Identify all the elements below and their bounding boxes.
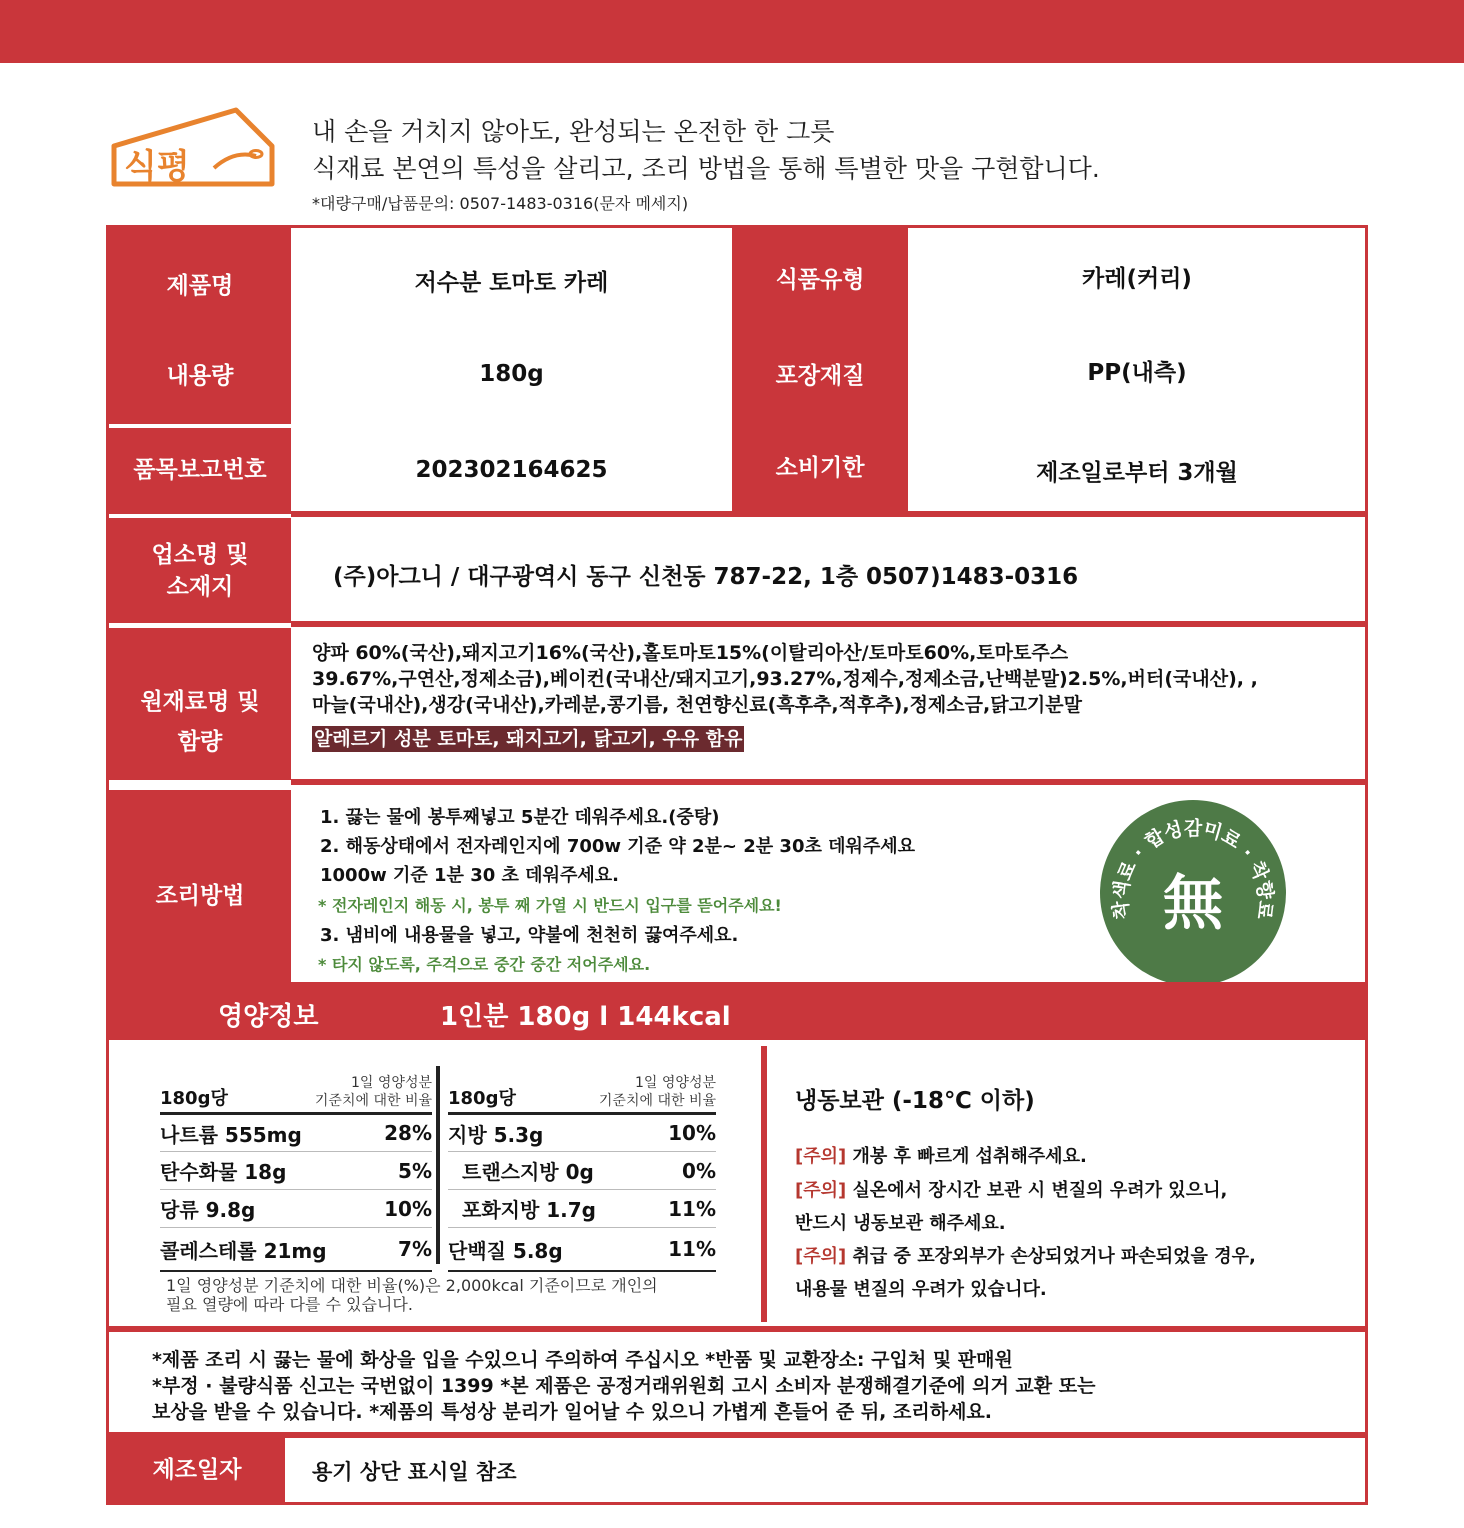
volume-value: 180g: [479, 361, 544, 387]
nutrition-table-right: 180g당 1일 영양성분 기준치에 대한 비율 지방 5.3g 10% 트랜스지방 0g 0% 포화지방 1.7g 11% 단백질 5.8g 11%: [448, 1066, 716, 1272]
nutrition-footnote: 1일 영양성분 기준치에 대한 비율(%)은 2,000kcal 기준이므로 개인의 필요 열량에 따라 다를 수 있습니다.: [166, 1276, 658, 1314]
nutrient-row: 포화지방 1.7g 11%: [462, 1196, 716, 1222]
slogan-line2: 식재료 본연의 특성을 살리고, 조리 방법을 통해 특별한 맛을 구현합니다.: [312, 154, 1100, 183]
product-name-value: 저수분 토마토 카레: [414, 269, 609, 296]
nutrition-serving: 1인분 180g l 144kcal: [440, 1002, 731, 1032]
ingredients-list: 양파 60%(국산),돼지고기16%(국산),홀토마토15%(이탈리아산/토마토60%,토마토주스 39.67%,구연산,정제소금),베이컨(국내산/돼지고기,93.27%,정제수,정제소금,난백분말)2.5%,버터(국내산), , 마늘(국내산),생강(국내산),카레분,콩기름, 천연향신료(흑후추,적후추),정제소금,닭고기분말: [312, 642, 1258, 716]
report-number-label: 품목보고번호: [133, 457, 267, 483]
brand-logo: [106, 104, 278, 194]
storage-caution-2b: 반드시 냉동보관 해주세요.: [795, 1213, 1006, 1234]
cooking-note-1: * 전자레인지 해동 시, 봉투 째 가열 시 반드시 입구를 뜯어주세요!: [318, 896, 782, 915]
volume-label: 내용량: [166, 363, 234, 389]
manufacture-date-label: 제조일자: [152, 1457, 242, 1483]
package-value: PP(내측): [1087, 359, 1187, 386]
footer-line-2: *부정 · 불량식품 신고는 국번없이 1399 *본 제품은 공정거래위원회 고시 소비자 분쟁해결기준에 의거 교환 또는: [152, 1375, 1096, 1397]
company-value: (주)아그니 / 대구광역시 동구 신천동 787-22, 1층 0507)1483-0316: [333, 564, 1079, 590]
storage-caution-2: [주의] 실온에서 장시간 보관 시 변질의 우려가 있으니,: [795, 1180, 1228, 1201]
nutrition-table-left: 180g당 1일 영양성분 기준치에 대한 비율 나트륨 555mg 28% 탄수화물 18g 5% 당류 9.8g 10% 콜레스테롤 21mg 7%: [160, 1066, 432, 1272]
footer-line-1: *제품 조리 시 끓는 물에 화상을 입을 수있으니 주의하여 주십시오 *반품 및 교환장소: 구입처 및 판매원: [152, 1349, 1013, 1371]
nutrient-row: 탄수화물 18g 5%: [160, 1158, 432, 1184]
nutrition-label: 영양정보: [218, 1002, 319, 1032]
nutrient-row: 당류 9.8g 10%: [160, 1196, 432, 1222]
footer-line-3: 보상을 받을 수 있습니다. *제품의 특성상 분리가 일어날 수 있으니 가볍게 흔들어 준 뒤, 조리하세요.: [152, 1401, 993, 1423]
cooking-step-3: 3. 냄비에 내용물을 넣고, 약불에 천천히 끓여주세요.: [320, 925, 739, 946]
expiry-value: 제조일로부터 3개월: [1036, 459, 1238, 486]
cooking-note-2: * 타지 않도록, 주걱으로 중간 중간 저어주세요.: [318, 955, 651, 974]
ingredients-label: 원재료명 및 함량: [140, 689, 260, 755]
report-number-value: 202302164625: [415, 457, 608, 483]
nutrient-row: 트랜스지방 0g 0%: [462, 1158, 716, 1184]
top-banner: [0, 0, 1464, 63]
cooking-step-2b: 1000w 기준 1분 30 초 데워주세요.: [320, 865, 619, 886]
no-additive-badge: [1100, 800, 1286, 986]
food-type-value: 카레(커리): [1082, 265, 1192, 292]
product-name-label: 제품명: [166, 273, 234, 299]
cooking-label: 조리방법: [155, 883, 245, 909]
slogan-line1: 내 손을 거치지 않아도, 완성되는 온전한 한 그릇: [312, 117, 835, 146]
package-label: 포장재질: [775, 363, 865, 389]
nutrient-row: 지방 5.3g 10%: [448, 1121, 716, 1147]
food-type-label: 식품유형: [775, 267, 865, 293]
storage-caution-3: [주의] 취급 중 포장외부가 손상되었거나 파손되었을 경우,: [795, 1246, 1256, 1267]
storage-title: 냉동보관 (-18℃ 이하): [795, 1088, 1035, 1114]
nutrient-row: 단백질 5.8g 11%: [448, 1237, 716, 1263]
per-serving-label-right: 180g당: [448, 1088, 516, 1109]
logo-text: 식평: [124, 147, 190, 187]
manufacture-date-value: 용기 상단 표시일 참조: [312, 1460, 517, 1484]
company-label: 업소명 및 소재지: [151, 542, 249, 600]
cooking-step-2: 2. 해동상태에서 전자레인지에 700w 기준 약 2분~ 2분 30초 데워주세요: [320, 836, 916, 857]
svg-text:착색료 · 합성감미료 · 착향료: 착색료 · 합성감미료 · 착향료: [1109, 817, 1277, 921]
nutrient-row: 나트륨 555mg 28%: [160, 1121, 432, 1147]
expiry-label: 소비기한: [775, 455, 865, 481]
allergen-info: 알레르기 성분 토마토, 돼지고기, 닭고기, 우유 함유: [314, 728, 743, 750]
badge-center: 無: [1163, 869, 1223, 939]
storage-caution-3b: 내용물 변질의 우려가 있습니다.: [795, 1279, 1047, 1300]
per-serving-label: 180g당: [160, 1088, 228, 1109]
storage-caution-1: [주의] 개봉 후 빠르게 섭취해주세요.: [795, 1146, 1087, 1167]
cooking-step-1: 1. 끓는 물에 봉투째넣고 5분간 데워주세요.(중탕): [320, 807, 720, 828]
nutrient-row: 콜레스테롤 21mg 7%: [160, 1237, 432, 1263]
contact-info: *대량구매/납품문의: 0507-1483-0316(문자 메세지): [312, 194, 689, 213]
